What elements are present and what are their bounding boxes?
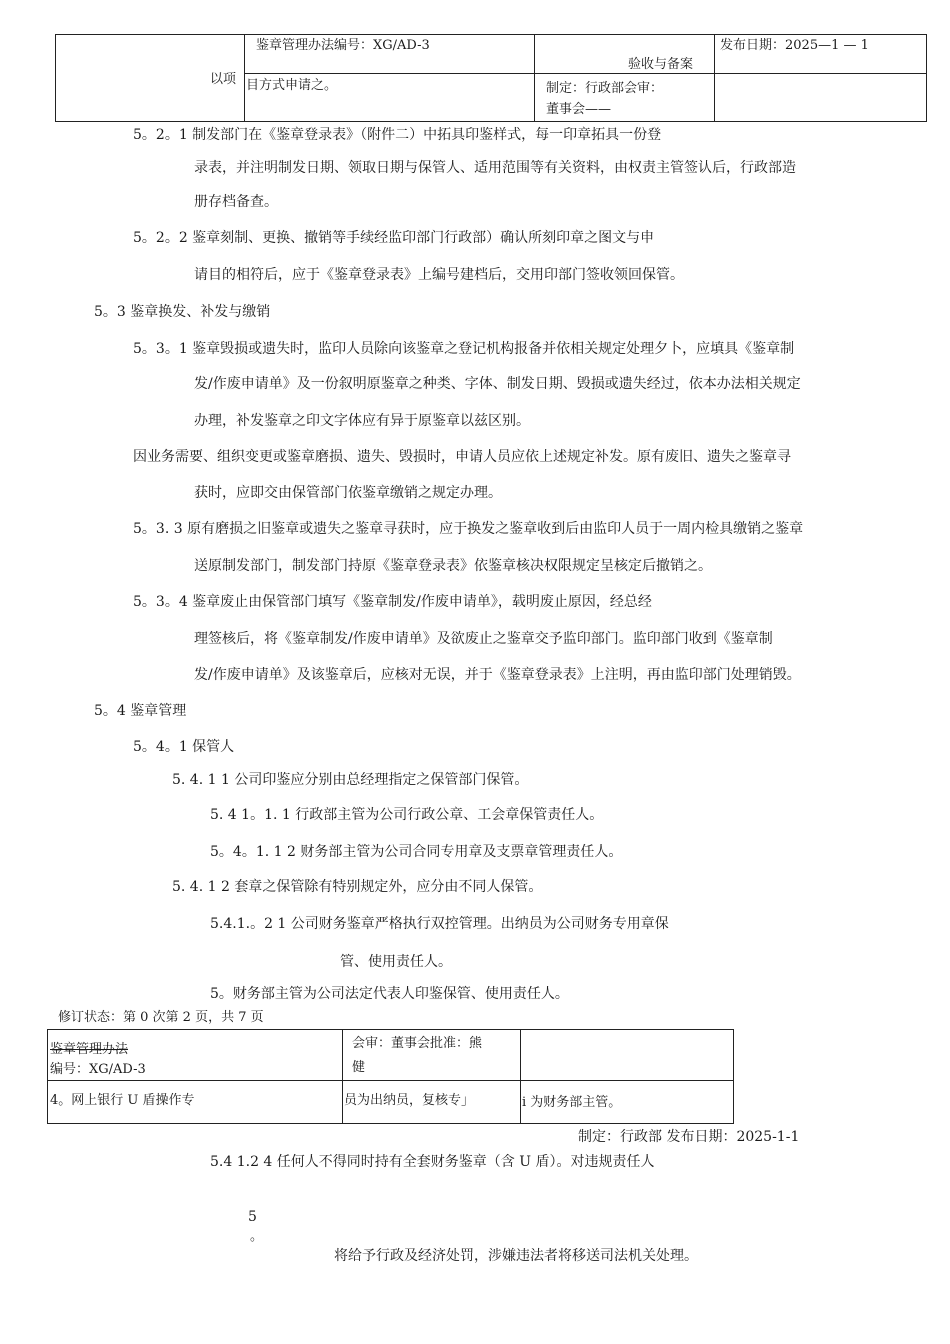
paragraph-line: 5. 4. 1 2 套章之保管除有特别规定外，应分由不同人保管。: [172, 879, 543, 895]
paragraph-line: 5。3。4 鉴章废止由保管部门填写《鉴章制发/作废申请单》，载明废止原因，经总经: [133, 594, 652, 610]
paragraph-line: 理签核后，将《鉴章制发/作废申请单》及欲废止之鉴章交予监印部门。监印部门收到《鉴章制: [194, 631, 773, 647]
paragraph-line: 录表，并注明制发日期、领取日期与保管人、适用范围等有关资料，由权责主管签认后，行政部造: [194, 160, 796, 176]
header-divider: [714, 35, 715, 121]
paragraph-line: 管、使用责任人。: [340, 954, 452, 970]
paragraph-line: 发/作废申请单》及该鉴章后，应核对无误，并于《鉴章登录表》上注明，再由监印部门处理销毁。: [194, 667, 801, 683]
paragraph-number: 5: [248, 1209, 257, 1225]
header-divider: [534, 35, 535, 121]
subsection-heading: 5。4。1 保管人: [133, 739, 235, 755]
prepared-by-line1: 制定：行政部会审：: [546, 81, 664, 96]
footer-row2-col2: 员为出纳员，复核专」: [344, 1093, 475, 1108]
footer-row2-col3: i 为财务部主管。: [522, 1095, 622, 1110]
paragraph-line: 办理，补发鉴章之印文字体应有异于原鉴章以兹区别。: [194, 413, 530, 429]
paragraph-line: 5。4。1. 1 2 财务部主管为公司合同专用章及支票章管理责任人。: [210, 844, 623, 860]
paragraph-line: 5。2。2 鉴章刻制、更换、撤销等手续经监印部门行政部）确认所刻印章之图文与申: [133, 230, 655, 246]
footer-divider: [520, 1030, 521, 1123]
paragraph-line: 5. 4. 1 1 公司印鉴应分别由总经理指定之保管部门保管。: [172, 772, 529, 788]
footer-doc-title: 鉴章管理办法: [50, 1042, 129, 1057]
footer-divider: [342, 1030, 343, 1123]
prepared-by-line2: 董事会——: [546, 102, 612, 117]
footer-divider: [48, 1080, 733, 1081]
paragraph-line: 5。3. 3 原有磨损之旧鉴章或遗失之鉴章寻获时，应于换发之鉴章收到后由监印人员于一周内检具缴销之鉴章: [133, 521, 804, 537]
paragraph-line: 5.4.1.。2 1 公司财务鉴章严格执行双控管理。出纳员为公司财务专用章保: [210, 916, 669, 932]
footer-meta: 制定：行政部 发布日期：2025-1-1: [578, 1129, 800, 1145]
paragraph-line: 因业务需要、组织变更或鉴章磨损、遗失、毁损时，申请人员应依上述规定补发。原有废旧、遗失之鉴章寻: [133, 449, 791, 465]
paragraph-line: 5.4 1.2 4 任何人不得同时持有全套财务鉴章（含 U 盾）。对违规责任人: [210, 1154, 655, 1170]
section-heading: 5。3 鉴章换发、补发与缴销: [94, 304, 271, 320]
release-date: 发布日期：2025—1 — 1: [720, 38, 869, 53]
acceptance-label: 验收与备案: [628, 57, 694, 72]
paragraph-line: 5. 4 1。1. 1 行政部主管为公司行政公章、工会章保管责任人。: [210, 807, 604, 823]
paragraph-line: 册存档备查。: [194, 194, 278, 210]
paragraph-number-dot: 。: [250, 1229, 264, 1244]
footer-doc-code: 编号：XG/AD-3: [50, 1062, 146, 1077]
footer-review-line1: 会审：董事会批准：熊: [352, 1036, 483, 1051]
paragraph-line: 5。3。1 鉴章毁损或遗失时，监印人员除向该鉴章之登记机构报备并依相关规定处理夕卜，应填具《鉴章制: [133, 341, 795, 357]
method-code: 鉴章管理办法编号：XG/AD-3: [256, 38, 430, 53]
paragraph-line: 请目的相符后，应于《鉴章登录表》上编号建档后，交用印部门签收领回保管。: [194, 267, 684, 283]
header-left-fragment: 以项: [210, 72, 237, 87]
section-heading: 5。4 鉴章管理: [94, 703, 187, 719]
footer-review-line2: 健: [352, 1060, 366, 1075]
revision-status: 修订状态：第 0 次第 2 页，共 7 页: [58, 1010, 264, 1025]
header-row2-text: 目方式申请之。: [246, 78, 338, 93]
paragraph-line: 将给予行政及经济处罚，涉嫌违法者将移送司法机关处理。: [334, 1248, 698, 1264]
header-divider: [244, 73, 926, 74]
header-divider: [244, 35, 245, 121]
paragraph-line: 5。财务部主管为公司法定代表人印鉴保管、使用责任人。: [210, 986, 569, 1002]
paragraph-line: 获时，应即交由保管部门依鉴章缴销之规定办理。: [194, 485, 502, 501]
paragraph-line: 发/作废申请单》及一份叙明原鉴章之种类、字体、制发日期、毁损或遗失经过，依本办法相关规定: [194, 376, 801, 392]
footer-row2-col1: 4。网上银行 U 盾操作专: [50, 1093, 195, 1108]
paragraph-line: 送原制发部门，制发部门持原《鉴章登录表》依鉴章核决权限规定呈核定后撤销之。: [194, 558, 712, 574]
paragraph-line: 5。2。1 制发部门在《鉴章登录表》（附件二）中拓具印鉴样式，每一印章拓具一份登: [133, 127, 662, 143]
